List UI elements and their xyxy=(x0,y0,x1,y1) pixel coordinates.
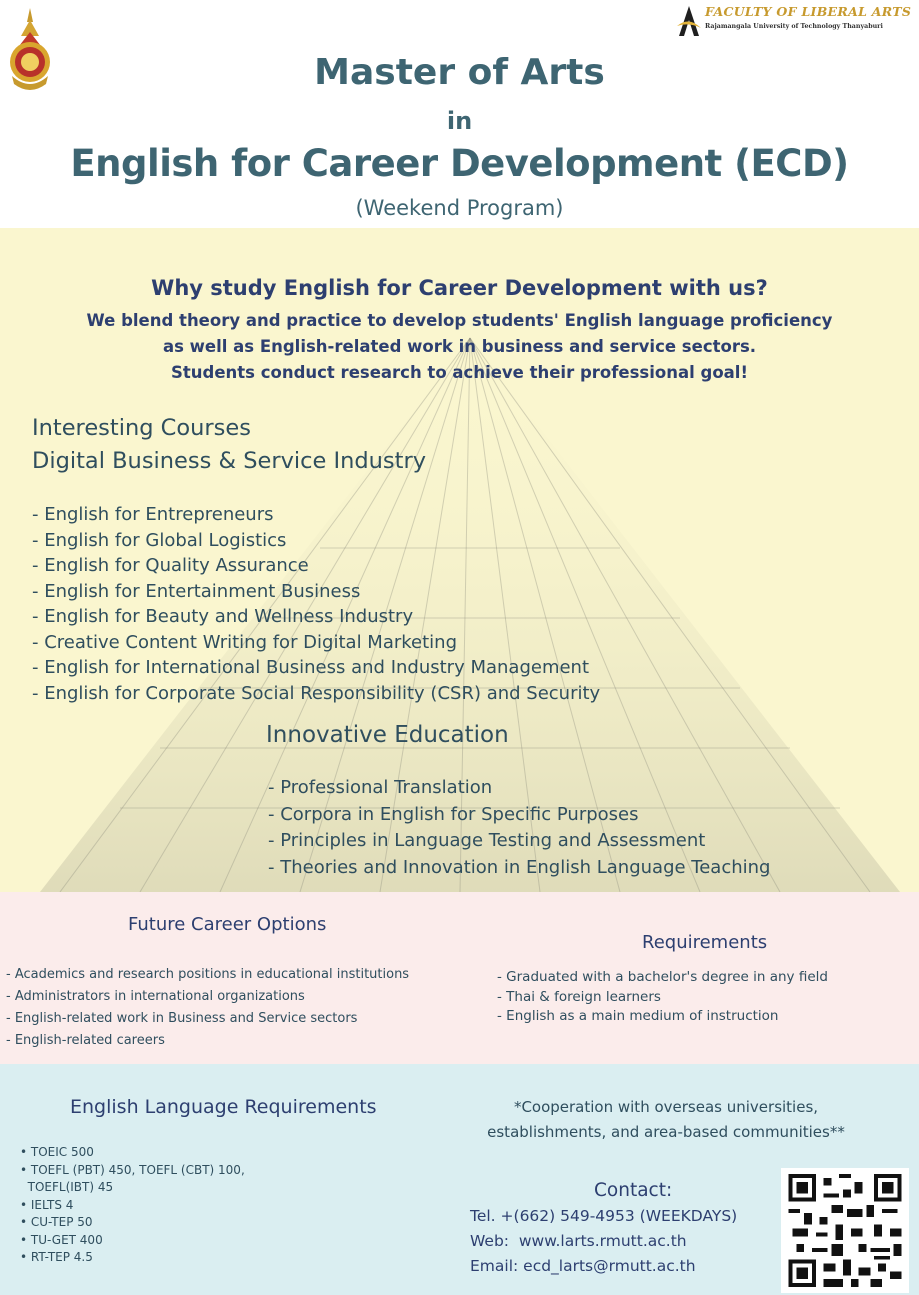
courses-heading xyxy=(32,412,426,478)
page-title: English for Career Development (ECD) xyxy=(70,142,849,185)
requirements-heading: Requirements xyxy=(642,932,768,953)
courses-heading-line: Interesting Courses xyxy=(32,415,251,441)
contact-email[interactable]: Email: ecd_larts@rmutt.ac.th xyxy=(470,1257,696,1275)
list-item: - English for International Business and Industry Management xyxy=(32,657,590,678)
list-item: • IELTS 4 xyxy=(20,1197,74,1212)
list-item: - English for Beauty and Wellness Industry xyxy=(32,606,414,627)
list-item: - English as a main medium of instruction xyxy=(497,1008,779,1024)
list-item: - Administrators in international organizations xyxy=(6,989,305,1004)
contact-phone[interactable]: Tel. +(662) 549-4953 (WEEKDAYS) xyxy=(470,1207,738,1225)
qr-code-icon xyxy=(787,1174,903,1287)
careers-section xyxy=(0,892,919,1064)
list-item: - English-related work in Business and Service sectors xyxy=(6,1011,358,1026)
list-item: - English for Entrepreneurs xyxy=(32,504,274,525)
list-item: - Academics and research positions in educational institutions xyxy=(6,967,410,982)
contact-website[interactable]: Web: www.larts.rmutt.ac.th xyxy=(470,1232,687,1250)
university-name: Rajamangala University of Technology Thanyaburi xyxy=(705,23,883,30)
list-item: • TU-GET 400 xyxy=(20,1232,103,1247)
courses-section xyxy=(0,228,919,892)
course-list xyxy=(32,502,600,706)
list-item: - Creative Content Writing for Digital Marketing xyxy=(32,631,457,653)
list-item: - Theories and Innovation in English Language Teaching xyxy=(268,856,771,878)
list-item: TOEFL(IBT) 45 xyxy=(20,1180,114,1194)
careers-heading: Future Career Options xyxy=(128,914,327,935)
header xyxy=(0,0,919,228)
cooperation-line: establishments, and area-based communities** xyxy=(487,1123,845,1141)
intro-heading: Why study English for Career Development with us? xyxy=(151,276,768,300)
list-item: - Graduated with a bachelor's degree in any field xyxy=(497,969,828,985)
contact-section xyxy=(0,1064,919,1295)
cooperation-note xyxy=(466,1095,866,1145)
contact-details xyxy=(470,1204,737,1279)
program-degree: Master of Arts xyxy=(314,52,605,93)
intro-line: Students conduct research to achieve their professional goal! xyxy=(171,363,748,382)
intro-line: as well as English-related work in business and service sectors. xyxy=(162,337,757,356)
contact-heading: Contact: xyxy=(594,1180,673,1201)
program-schedule: (Weekend Program) xyxy=(355,196,564,220)
careers-list xyxy=(6,964,409,1052)
list-item: - Professional Translation xyxy=(268,777,493,798)
innovative-heading: Innovative Education xyxy=(266,722,509,748)
requirements-list xyxy=(497,968,828,1027)
qr-code[interactable] xyxy=(781,1168,909,1293)
faculty-logo xyxy=(675,2,915,42)
list-item: - Principles in Language Testing and Assessment xyxy=(268,830,706,851)
list-item: - Corpora in English for Specific Purposes xyxy=(268,803,639,825)
list-item: • TOEFL (PBT) 450, TOEFL (CBT) 100, xyxy=(20,1162,245,1177)
list-item: - English for Corporate Social Responsibility (CSR) and Security xyxy=(32,682,601,704)
faculty-name: FACULTY OF LIBERAL ARTS xyxy=(705,4,912,19)
cooperation-line: *Cooperation with overseas universities, xyxy=(513,1098,819,1116)
intro-line: We blend theory and practice to develop students' English language proficiency xyxy=(86,311,833,330)
english-requirements-heading: English Language Requirements xyxy=(70,1096,377,1118)
list-item: • RT-TEP 4.5 xyxy=(20,1250,93,1264)
program-in: in xyxy=(446,107,473,135)
list-item: - English for Global Logistics xyxy=(32,529,287,551)
list-item: - English-related careers xyxy=(6,1033,165,1048)
list-item: • TOEIC 500 xyxy=(20,1145,94,1159)
list-item: - English for Quality Assurance xyxy=(32,555,309,576)
list-item: - Thai & foreign learners xyxy=(497,988,661,1005)
intro-text xyxy=(0,308,919,386)
innovative-list xyxy=(268,775,770,881)
english-requirements-list xyxy=(20,1144,245,1267)
list-item: • CU-TEP 50 xyxy=(20,1215,93,1229)
list-item: - English for Entertainment Business xyxy=(32,580,361,602)
faculty-logo-icon xyxy=(675,4,703,38)
courses-subheading: Digital Business & Service Industry xyxy=(32,448,427,474)
